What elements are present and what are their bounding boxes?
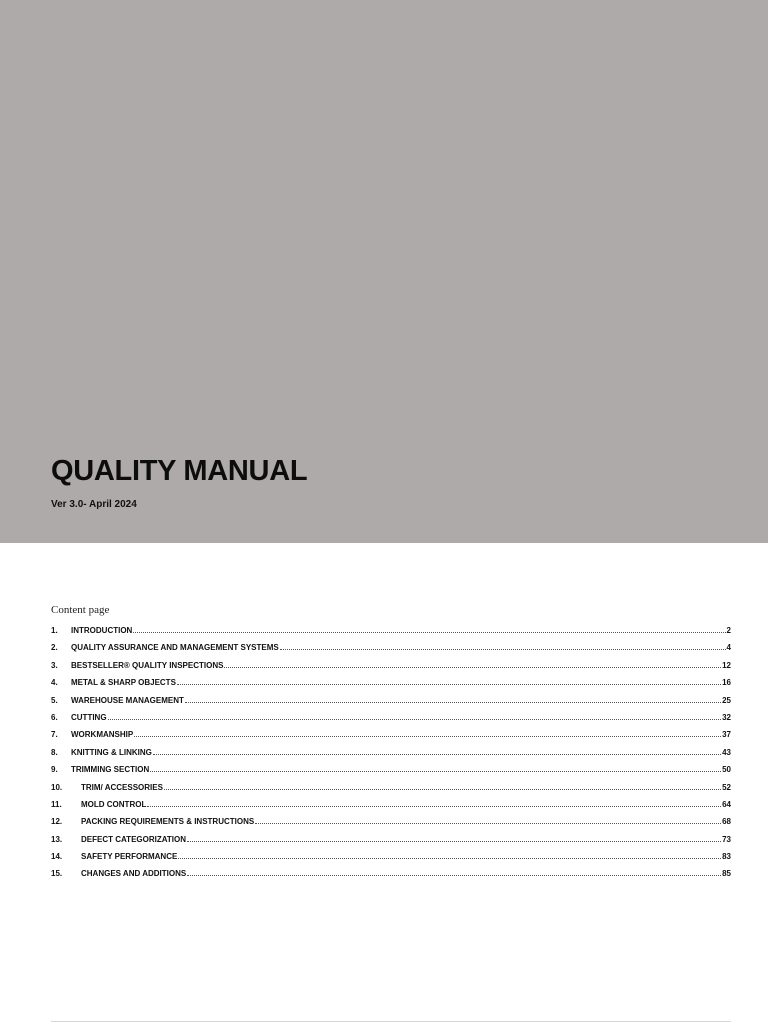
toc-entry-page: 12: [722, 660, 731, 670]
toc-entry-page: 2: [726, 626, 731, 635]
toc-entry-number: 1.: [51, 626, 58, 635]
toc-entry[interactable]: [51, 747, 731, 764]
toc-entry-title[interactable]: KNITTING & LINKING: [71, 747, 152, 757]
toc-entry[interactable]: [51, 799, 731, 816]
toc-entry-title[interactable]: WORKMANSHIP: [71, 730, 134, 740]
toc-entry-number: 9.: [51, 765, 58, 775]
toc-entry-title[interactable]: DEFECT CATEGORIZATION: [81, 834, 187, 844]
toc-entry-number: 8.: [51, 747, 58, 757]
toc-entry-number: 12.: [51, 817, 63, 827]
toc-entry-number: 2.: [51, 643, 58, 653]
toc-entry[interactable]: [51, 695, 731, 712]
toc-entry-page: 50: [722, 765, 731, 775]
toc-entry[interactable]: [51, 782, 731, 799]
toc-entry[interactable]: [51, 868, 731, 885]
toc-dot-leader: [147, 799, 721, 807]
footer-divider: [51, 1021, 731, 1022]
toc-entry-page: 52: [722, 782, 731, 792]
toc-dot-leader: [187, 834, 721, 842]
toc-entry-title[interactable]: TRIM/ ACCESSORIES: [81, 782, 163, 792]
toc-dot-leader: [164, 782, 721, 790]
toc-entry-page: 68: [722, 817, 731, 827]
toc-entry-title[interactable]: METAL & SHARP OBJECTS: [71, 678, 176, 688]
toc-dot-leader: [255, 816, 721, 824]
document-title: QUALITY MANUAL: [51, 455, 308, 487]
toc-entry-number: 14.: [51, 852, 63, 862]
toc-entry-number: 4.: [51, 678, 58, 688]
toc-entry-page: 37: [722, 730, 731, 740]
toc-heading: Content page: [51, 604, 110, 616]
toc-entry-title[interactable]: PACKING REQUIREMENTS & INSTRUCTIONS: [81, 817, 255, 827]
toc-entry-page: 64: [722, 799, 731, 809]
toc-dot-leader: [133, 625, 725, 633]
toc-dot-leader: [178, 851, 721, 859]
toc-entry-number: 5.: [51, 695, 58, 705]
toc-entry-number: 6.: [51, 712, 58, 722]
toc-entry[interactable]: [51, 625, 731, 642]
toc-entry-page: 16: [722, 678, 731, 688]
toc-entry-page: 73: [722, 834, 731, 844]
toc-dot-leader: [150, 764, 721, 772]
toc-entry[interactable]: [51, 712, 731, 729]
table-of-contents: [51, 603, 731, 886]
toc-dot-leader: [187, 868, 721, 876]
toc-entry-title[interactable]: MOLD CONTROL: [81, 799, 147, 809]
toc-entry-page: 32: [722, 712, 731, 722]
toc-entry-title[interactable]: BESTSELLER® QUALITY INSPECTIONS: [71, 660, 224, 670]
toc-entry[interactable]: [51, 816, 731, 833]
toc-dot-leader: [134, 729, 721, 737]
toc-entry-number: 7.: [51, 730, 58, 740]
toc-dot-leader: [108, 712, 722, 720]
toc-entry[interactable]: [51, 834, 731, 851]
toc-entry-number: 10.: [51, 782, 63, 792]
toc-entry-number: 15.: [51, 869, 63, 879]
toc-entry-number: 13.: [51, 834, 63, 844]
toc-entry[interactable]: [51, 851, 731, 868]
toc-entry-page: 25: [722, 695, 731, 705]
toc-entry-page: 43: [722, 747, 731, 757]
toc-entry[interactable]: [51, 660, 731, 677]
toc-entry-title[interactable]: WAREHOUSE MANAGEMENT: [71, 695, 184, 705]
toc-entry-number: 3.: [51, 660, 58, 670]
toc-entry-page: 83: [722, 852, 731, 862]
toc-entry[interactable]: [51, 764, 731, 781]
toc-dot-leader: [185, 695, 721, 703]
toc-entry-title[interactable]: QUALITY ASSURANCE AND MANAGEMENT SYSTEMS: [71, 643, 279, 653]
toc-entry[interactable]: [51, 642, 731, 659]
toc-entry-number: 11.: [51, 799, 62, 809]
toc-dot-leader: [153, 747, 721, 755]
toc-entry-title[interactable]: SAFETY PERFORMANCE: [81, 852, 178, 862]
toc-entry[interactable]: [51, 729, 731, 746]
toc-dot-leader: [177, 677, 721, 685]
toc-entry[interactable]: [51, 677, 731, 694]
toc-entry-page: 4: [726, 643, 731, 653]
toc-entry-title[interactable]: CHANGES AND ADDITIONS: [81, 869, 187, 879]
toc-entry-title[interactable]: TRIMMING SECTION: [71, 765, 150, 775]
document-version: Ver 3.0- April 2024: [51, 499, 137, 510]
toc-entry-title[interactable]: INTRODUCTION: [71, 626, 133, 635]
toc-entry-page: 85: [722, 869, 731, 879]
toc-dot-leader: [224, 660, 721, 668]
toc-dot-leader: [280, 642, 726, 650]
toc-list: [51, 625, 731, 886]
toc-entry-title[interactable]: CUTTING: [71, 712, 107, 722]
